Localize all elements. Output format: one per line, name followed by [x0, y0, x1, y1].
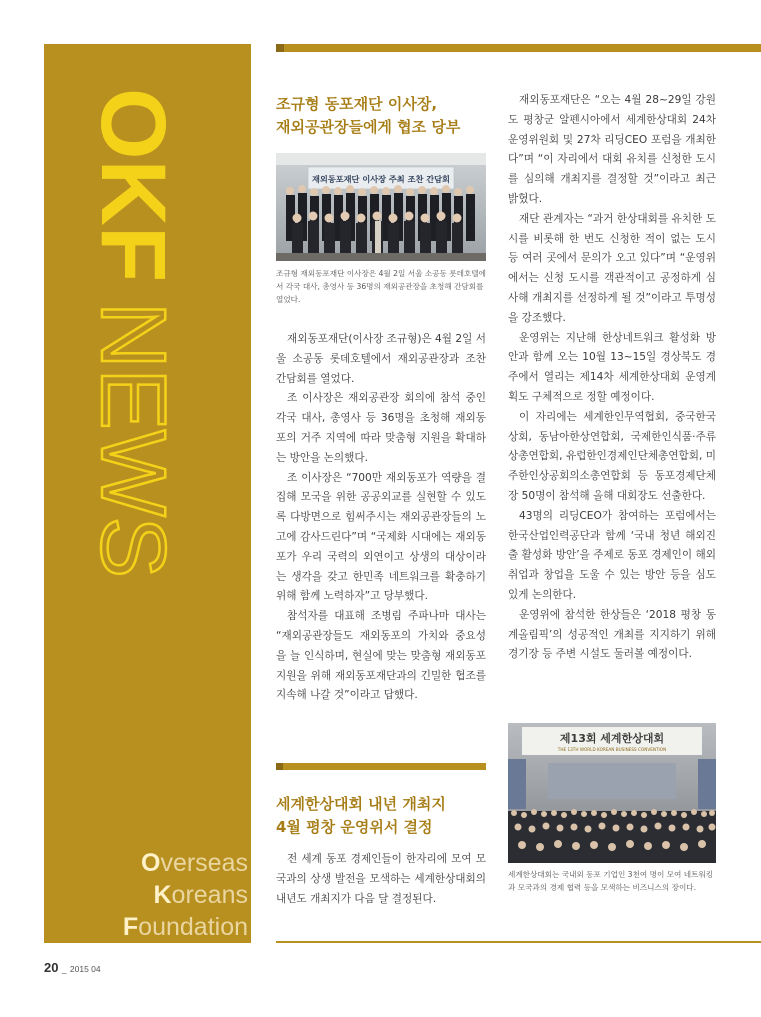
article1-photo-banner: 재외동포재단 이사장 주최 조찬 간담회 — [312, 174, 450, 184]
article2-photo-banner-sub: THE 13TH WORLD KOREAN BUSINESS CONVENTION — [557, 747, 667, 752]
top-rule-accent — [276, 44, 284, 52]
article1-photo — [276, 153, 486, 261]
article1-paragraph: 재외동포재단(이사장 조규형)은 4월 2일 서울 소공동 롯데호텔에서 재외공관장과 조찬 간담회를 열었다. — [276, 333, 486, 385]
okf-title-bold: OKF — [82, 88, 184, 283]
article2-paragraph: 이 자리에는 세계한인무역협회, 중국한국상회, 동남아한상연합회, 국제한인식품·주류상총연합회, 유럽한인경제인단체총연합회, 미주한인상공회의소총연합회 등 동포경제단체장 50명이 참석해 올해 대회장도 선출한다. — [508, 410, 716, 502]
foundation-line-3: Foundation — [122, 913, 248, 941]
issue-date: 2015 04 — [69, 964, 101, 974]
article2-paragraph: 재외동포재단은 “오는 4월 28~29일 강원도 평창군 알펜시아에서 세계한상대회 24차 운영위원회 및 27차 리딩CEO 포럼을 개최한다”며 “이 자리에서 대회 유치를 신청한 도시를 심의해 개최지를 결정할 것”이라고 최근 밝혔다. — [508, 94, 716, 205]
foundation-line-1: Overseas — [141, 849, 248, 877]
article2-heading: 세계한상대회 내년 개최지 4월 평창 운영위서 결정 — [276, 795, 446, 836]
article2-intro: 전 세계 동포 경제인들이 한자리에 모여 모국과의 상생 발전을 모색하는 세계한상대회의 내년도 개최지가 다음 달 결정된다. — [276, 853, 486, 905]
bottom-rule — [276, 941, 761, 943]
article1-body — [276, 330, 486, 706]
article2-rule-accent — [276, 763, 283, 770]
article2-paragraph: 운영위에 참석한 한상들은 ‘2018 평창 동계올림픽’의 성공적인 개최를 지지하기 위해 경기장 등 주변 시설도 둘러볼 예정이다. — [508, 608, 716, 661]
article1-heading: 조규형 동포재단 이사장, 재외공관장들에게 협조 당부 — [276, 95, 461, 136]
foundation-line-2: Koreans — [153, 881, 248, 909]
article2-photo — [508, 723, 716, 863]
page-number: 20 — [44, 960, 59, 975]
article1-photo-caption: 조규형 재외동포재단 이사장은 4월 2일 서울 소공동 롯데호텔에서 각국 대사, 총영사 등 36명의 재외공관장을 초청해 간담회를 열었다. — [276, 269, 486, 304]
article2-photo-caption: 세계한상대회는 국내외 동포 기업인 3천여 명이 모여 네트워킹과 모국과의 경제 협력 등을 모색하는 비즈니스의 장이다. — [508, 870, 714, 892]
article2-photo-banner: 제13회 세계한상대회 — [559, 732, 665, 745]
article2-paragraph: 43명의 리딩CEO가 참여하는 포럼에서는 한국산업인력공단과 함께 ‘국내 청년 해외진출 활성화 방안’을 주제로 동포 경제인이 해외 취업과 창업을 도울 수 있는 방안 등을 심도 있게 논의한다. — [508, 509, 716, 601]
okf-title-light: NEWS — [82, 302, 184, 578]
okf-news-title — [44, 44, 251, 604]
article1-paragraph: 조 이사장은 재외공관장 회의에 참석 중인 각국 대사, 총영사 등 36명을 초청해 재외동포의 거주 지역에 따라 맞춤형 지원을 확대하는 방안을 논의했다. — [276, 392, 486, 464]
article2-paragraph: 운영위는 지난해 한상네트워크 활성화 방안과 함께 오는 10월 13~15일 경상북도 경주에서 열리는 제14차 세계한상대회 운영계획도 구체적으로 정할 예정이다. — [508, 331, 716, 403]
article1-paragraph: 조 이사장은 “700만 재외동포가 역량을 결집해 모국을 위한 공공외교를 실현할 수 있도록 다방면으로 힘써주시는 재외공관장들의 노고에 감사드린다”며 “국제화 시대에는 재외동포가 우리 국력의 외연이고 상생의 대상이라는 생각을 갖고 한민족 네트워크를 확충하기 위해 함께 노력하자”고 당부했다. — [276, 471, 486, 603]
top-rule — [276, 44, 761, 52]
footer-separator: _ — [61, 964, 67, 974]
article2-paragraph: 재단 관계자는 “과거 한상대회를 유치한 도시를 비롯해 한 번도 신청한 적이 없는 도시 등 여러 곳에서 문의가 오고 있다”며 “운영위에서는 신청 도시를 객관적이고 공정하게 심사해 개최지를 선정하게 될 것”이라고 투명성을 강조했다. — [508, 212, 716, 324]
article2-body — [508, 91, 716, 665]
article1-paragraph: 참석자를 대표해 조병림 주파나마 대사는 “재외공관장들도 재외동포의 가치와 중요성을 늘 인식하며, 현실에 맞는 맞춤형 재외동포 지원을 위해 재외동포재단과의 긴밀한 협조를 지속해 나갈 것”이라고 답했다. — [276, 610, 486, 702]
page-footer — [44, 960, 101, 975]
article2-rule — [276, 763, 486, 770]
